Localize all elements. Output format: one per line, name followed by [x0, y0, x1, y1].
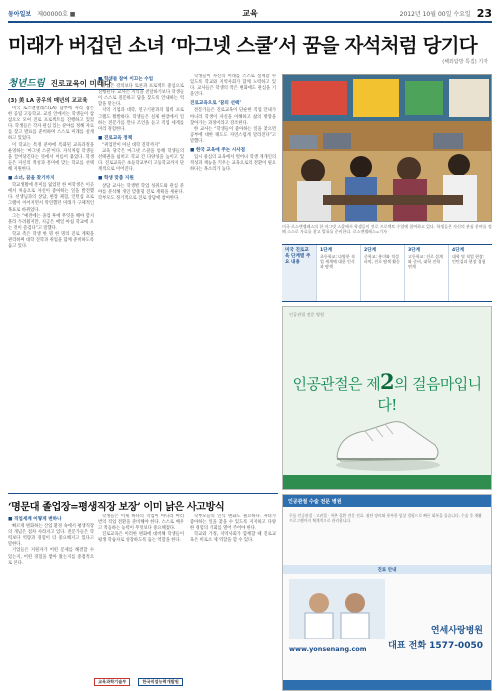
article-subheading: ■ 직업세계 어떻게 변하나 [8, 517, 62, 522]
article-paragraph: 학생들은 이제 하나의 직업이 아니라 여러 번의 직업 전환을 준비해야 한다. 스스로 배우고 적응하는 능력이 무엇보다 중요해졌다. [98, 514, 184, 532]
article-paragraph: 전문가들은 진로교육이 단순한 직업 안내가 아니라 학생이 자신을 이해하고 삶의 방향을 찾아가는 과정이라고 강조한다. [190, 108, 276, 126]
info-table-year: 1단계 [320, 248, 333, 253]
shoe-icon [331, 405, 445, 475]
series-logo: 청년드림 [8, 78, 45, 89]
ad-body-text: 무릎 인공관절 · 고관절 · 척추 질환 전문 진료. 첨단 장비와 풍부한 임상 경험으로 빠른 회복을 돕습니다. 수술 후 재활 프로그램까지 체계적으로 관리합니다. [289, 513, 482, 523]
sponsor-logos [94, 678, 274, 686]
article-paragraph: 학교 측은 학생 한 명 한 명의 진로 계획을 관리하며 대학 진학과 취업을 함께 준비하도록 돕고 있다. [8, 231, 94, 250]
issue-number: 제00000호 ■ [37, 10, 76, 18]
article-paragraph: 학부모들의 인식 변화도 필요하다. 자녀가 좋아하는 일을 찾을 수 있도록 지지하고 다양한 경험의 기회를 열어 주어야 한다. [190, 514, 276, 532]
section-rule [8, 493, 278, 494]
info-table-year: 4단계 [452, 248, 465, 253]
article-column-1 [8, 106, 94, 490]
info-table-cell [448, 245, 492, 301]
article-paragraph: 빠르게 변화하는 산업 환경 속에서 평생직장의 개념은 점차 사라지고 있다. 전문가들은 학력보다 역량과 경험이 더 중요해지고 있다고 말한다. [8, 524, 94, 548]
article-column-5 [98, 514, 184, 674]
article-subheading: ■ 소녀, 꿈을 찾기까지 [8, 176, 55, 182]
ad-footer-band [283, 680, 491, 690]
ad-tagline: 인공관절 전문 병원 [289, 312, 325, 317]
info-table-text: 고등학교: 진로 설계와 준비, 대학 진학 연계 [408, 254, 443, 270]
info-table [282, 244, 492, 302]
hospital-website-link[interactable]: www.yonsenang.com [289, 645, 367, 653]
ad-footer-band [283, 475, 491, 489]
article-paragraph: 상담 교사는 학생별 학업 성취도와 관심 분야를 분석해 개인 맞춤형 진로 계획을 세운다. 학부모도 정기적으로 진로 상담에 참여한다. [98, 183, 184, 201]
issue-date: 2012년 10월 00일 수요일 [399, 10, 471, 18]
section-title: 교육 [242, 8, 258, 18]
series-title: 진로교육이 미래다 [50, 79, 112, 88]
info-table-year: 3단계 [408, 248, 421, 253]
ad-headline-part: 인공관절은 제 [292, 375, 380, 393]
ad-header: 인공관절 수술 전문 병원 [283, 495, 491, 507]
sponsor-logo: 교육과학기술부 [94, 678, 130, 686]
page-header [8, 6, 492, 20]
info-table-text: 대학 및 직업 현장: 인턴십과 현장 경험 [452, 254, 486, 265]
article-paragraph: 진로교육은 이러한 변화에 대비해 학생들이 평생 학습자로 성장하도록 돕는 역할을 한다. [98, 532, 184, 544]
hospital-brand: 연세사랑병원 [430, 626, 483, 636]
article-subheading: 진로교육으로 ‘꿈의 선택’ [190, 101, 242, 107]
classroom-photo-illustration [283, 75, 492, 222]
ad-headline-part: 의 걸음마입니다! [377, 375, 482, 414]
article-paragraph: 학교와 가정, 지역사회가 함께할 때 진로교육은 비로소 제 역할을 할 수 있다. [190, 532, 276, 544]
article-paragraph: 수업은 강의보다 토론과 프로젝트 중심으로 진행된다. 교사는 지식을 전달하기보다 학생들이 스스로 질문하고 답을 찾도록 안내하는 역할을 맡는다. [98, 84, 184, 108]
article-column-6 [190, 514, 276, 674]
page-number: 23 [476, 6, 492, 20]
info-table-text: 중학교: 흥미와 적성 파악, 진로 탐색 활동 [364, 254, 400, 265]
article-paragraph: 미국 로스앤젤레스(LA) 남부에 자리 잡은 한 공립 고등학교. 교실 안에서는 학생들이 삼삼오오 모여 진로 프로젝트를 진행하고 있었다. 학생들은 각자 관심 있는 분야를 정해 자료를 찾고 발표를 준비하며 스스로 미래를 설계하고 있었다. [8, 106, 94, 142]
photo-caption: 미국 로스앤젤레스의 한 마그넷 스쿨에서 학생들이 진로 프로젝트 수업에 참여하고 있다. 학생들은 자신의 관심 분야를 정해 스스로 자료를 찾고 발표를 준비한다. 로스앤젤레스=기자 [282, 224, 492, 234]
info-table-caption: 미국 진로교육 단계별 주요 내용 [282, 245, 316, 301]
article-paragraph: 학생들이 자신의 미래를 스스로 설계할 수 있도록 학교와 지역사회가 함께 노력하고 있다. 교사들은 학생의 작은 변화에도 관심을 기울인다. [190, 74, 276, 98]
hospital-phone[interactable]: 대표 전화 1577-0050 [388, 641, 483, 651]
article-paragraph: 지역 기업과 대학, 연구기관과의 협력 프로그램도 활발하다. 학생들은 실제 현장에서 일하는 전문가를 만나 조언을 듣고 직업 세계를 미리 경험한다. [98, 108, 184, 132]
article-subheading: ■ 한국 교육에 주는 시사점 [190, 148, 246, 154]
article-subheading: ■ 학생 맞춤 지원 [98, 176, 134, 182]
header-rule [8, 21, 492, 23]
byline: (해외탐방 특집) 기자 [442, 59, 488, 65]
ad-subheader: 진료 안내 [283, 565, 491, 574]
article-column-3 [190, 74, 276, 490]
doctor-photo-icon [289, 579, 385, 639]
article-paragraph: 기업들은 지원자가 어떤 문제를 해결할 수 있는지, 어떤 경험을 쌓아 왔는지를 중점적으로 본다. [8, 548, 94, 566]
article-paragraph: “취업만이 아닌 대학 진학까지” [102, 142, 161, 148]
article-subhead: (3) 美 LA 공우의 매년의 교교육 [8, 98, 88, 104]
article-paragraph: 입시 중심의 교육에서 벗어나 학생 개개인의 적성과 재능을 키우는 교육으로의 전환이 필요하다는 목소리가 높다. [190, 155, 276, 173]
article-subheading: ■ 진로교육 정책 [98, 135, 133, 141]
info-table-year: 2단계 [364, 248, 377, 253]
info-table-text: 초등학교: 다양한 직업 세계에 대한 인식과 탐색 [320, 254, 355, 270]
info-table-cell [360, 245, 404, 301]
article-paragraph: 학교생활에 흥미를 잃었던 한 여학생은 이곳에서 처음으로 자신이 좋아하는 일을 발견했다. 선생님과의 상담, 현장 체험, 인턴십 프로그램이 이어지면서 막연했던 미래가 구체적인 목표로 바뀌었다. [8, 183, 94, 213]
hospital-advertisement[interactable] [282, 306, 492, 490]
article-column-4 [8, 514, 94, 674]
article-paragraph: 교육 당국은 마그넷 스쿨을 통해 학생들의 선택권을 넓히고 학교 간 다양성을 높이고 있다. 진로교육은 초등학교부터 고등학교까지 단계적으로 이어진다. [98, 149, 184, 173]
info-table-cell [404, 245, 448, 301]
ad-headline-number: 2 [379, 369, 394, 394]
hospital-info-advertisement[interactable] [282, 494, 492, 691]
article-paragraph: 이 학교는 특정 분야에 특화된 교육과정을 운영하는 ‘마그넷 스쿨’이다. 자석처럼 학생들을 끌어당긴다는 뜻에서 이름이 붙었다. 학생들은 자신의 적성과 흥미에 맞는 학교를 선택해 지원한다. [8, 142, 94, 172]
masthead: 동아일보 [8, 10, 32, 18]
secondary-headline: ‘명문대 졸업장=평생직장 보장’ 이미 낡은 사고방식 [8, 501, 225, 513]
sponsor-logo: 한국직업능력개발원 [138, 678, 182, 686]
info-table-cell [316, 245, 360, 301]
article-subheading: ■ 학생들 참여 이끄는 수업 [98, 77, 154, 82]
article-column-2 [98, 74, 184, 490]
article-paragraph: 한 교사는 “학생들이 좋아하는 일을 찾으면 공부에 대한 태도도 자연스럽게 달라진다”고 말했다. [190, 126, 276, 144]
classroom-photo [282, 74, 492, 222]
article-paragraph: 그는 “예전에는 졸업 후에 무엇을 해야 할지 몰라 두려웠지만, 지금은 매일 아침 학교에 오는 것이 즐겁다”고 말했다. [8, 213, 94, 231]
main-headline: 미래가 버겁던 소녀 ‘마그넷 스쿨’서 꿈을 자석처럼 당기다 [8, 34, 477, 57]
